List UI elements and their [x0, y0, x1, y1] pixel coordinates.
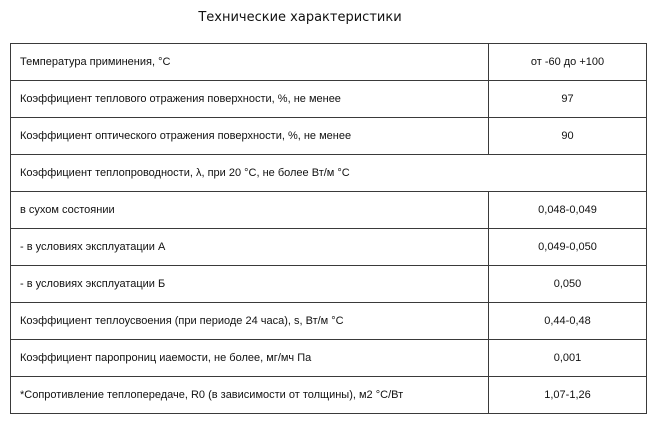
param-cell: - в условиях эксплуатации А	[11, 229, 489, 266]
value-cell: 0,048-0,049	[489, 192, 647, 229]
table-row	[11, 118, 647, 155]
value-cell: 0,049-0,050	[489, 229, 647, 266]
param-cell: Коэффициент теплового отражения поверхности, %, не менее	[11, 81, 489, 118]
page-title: Технические характеристики	[198, 10, 402, 25]
table-row	[11, 377, 647, 414]
table-row	[11, 229, 647, 266]
param-cell: в сухом состоянии	[11, 192, 489, 229]
param-cell: Температура приминения, °С	[11, 44, 489, 81]
table-row	[11, 192, 647, 229]
value-cell: 0,050	[489, 266, 647, 303]
table-row	[11, 155, 647, 192]
value-cell: 97	[489, 81, 647, 118]
table-row	[11, 303, 647, 340]
value-cell: 90	[489, 118, 647, 155]
table-row	[11, 44, 647, 81]
param-cell: *Сопротивление теплопередаче, R0 (в зависимости от толщины), м2 °С/Вт	[11, 377, 489, 414]
param-cell: Коэффициент паропрониц иаемости, не более, мг/мч Па	[11, 340, 489, 377]
table-row	[11, 340, 647, 377]
value-cell: от -60 до +100	[489, 44, 647, 81]
value-cell: 0,44-0,48	[489, 303, 647, 340]
param-cell: Коэффициент теплоусвоения (при периоде 24 часа), s, Вт/м °С	[11, 303, 489, 340]
param-cell: Коэффициент оптического отражения поверхности, %, не менее	[11, 118, 489, 155]
specs-table	[10, 43, 647, 414]
table-row	[11, 81, 647, 118]
param-cell: - в условиях эксплуатации Б	[11, 266, 489, 303]
table-row	[11, 266, 647, 303]
value-cell: 1,07-1,26	[489, 377, 647, 414]
param-cell: Коэффициент теплопроводности, λ, при 20 °С, не более Вт/м °С	[11, 155, 647, 192]
value-cell: 0,001	[489, 340, 647, 377]
